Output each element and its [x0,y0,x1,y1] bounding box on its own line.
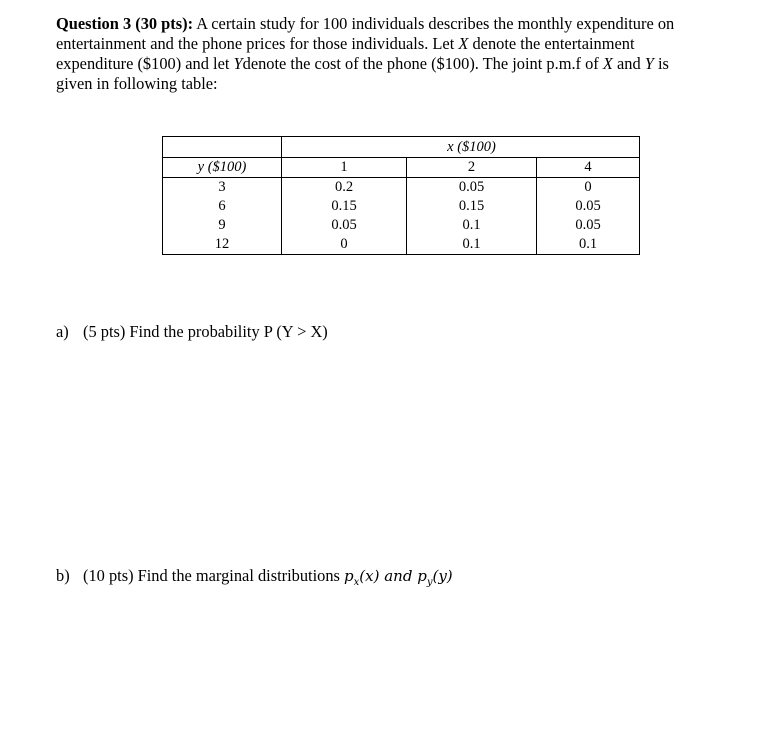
question-line-2: entertainment and the phone prices for those individuals. Let X denote the entertainment [56,34,635,53]
prob-cell: 0.1 [407,235,537,255]
question-text [56,14,728,94]
x-value: 4 [537,158,640,178]
marginal-py: $p_y(y)$ [417,567,453,588]
x-header: x ($100) [407,137,537,158]
table-row [163,197,640,216]
question-line-4: given in following table: [56,74,218,93]
table-row [163,216,640,235]
variable-y: Y [233,54,243,73]
question-heading: Question 3 (30 pts): [56,14,194,33]
prob-cell: 0.05 [407,178,537,198]
y-value: 6 [163,197,282,216]
table-row [163,178,640,198]
part-b-text: (10 pts) Find the marginal distributions [83,566,345,585]
marginal-px: $p_x(x)$ [344,567,380,588]
part-a [56,322,328,342]
y-value: 12 [163,235,282,255]
prob-cell: 0.15 [282,197,407,216]
table-row [163,235,640,255]
prob-cell: 0.05 [537,216,640,235]
prob-cell: 0.15 [407,197,537,216]
prob-cell: 0.05 [282,216,407,235]
prob-cell: 0.05 [537,197,640,216]
variable-x: X [458,34,469,53]
prob-cell: 0 [282,235,407,255]
table-corner-cell [163,137,282,158]
part-a-label: a) [56,322,69,341]
part-a-text: (5 pts) Find the probability P (Y > X) [83,322,328,341]
prob-cell: 0.2 [282,178,407,198]
prob-cell: 0.1 [407,216,537,235]
part-b: b) (10 pts) Find the marginal distributions $p_x(x)$ and $p_y(y)$ [56,566,453,588]
table-header-row-x [163,137,640,158]
y-value: 3 [163,178,282,198]
y-header: y ($100) [163,158,282,178]
joint-pmf-table [162,136,640,255]
x-value: 2 [407,158,537,178]
prob-cell: 0.1 [537,235,640,255]
y-value: 9 [163,216,282,235]
question-line-1: Question 3 (30 pts): A certain study for 100 individuals describes the monthly expenditure on [56,14,675,33]
x-value: 1 [282,158,407,178]
table-header-row-values [163,158,640,178]
prob-cell: 0 [537,178,640,198]
part-b-label: b) [56,566,70,585]
question-line-3: expenditure ($100) and let Ydenote the cost of the phone ($100). The joint p.m.f of X and Y is [56,54,669,73]
